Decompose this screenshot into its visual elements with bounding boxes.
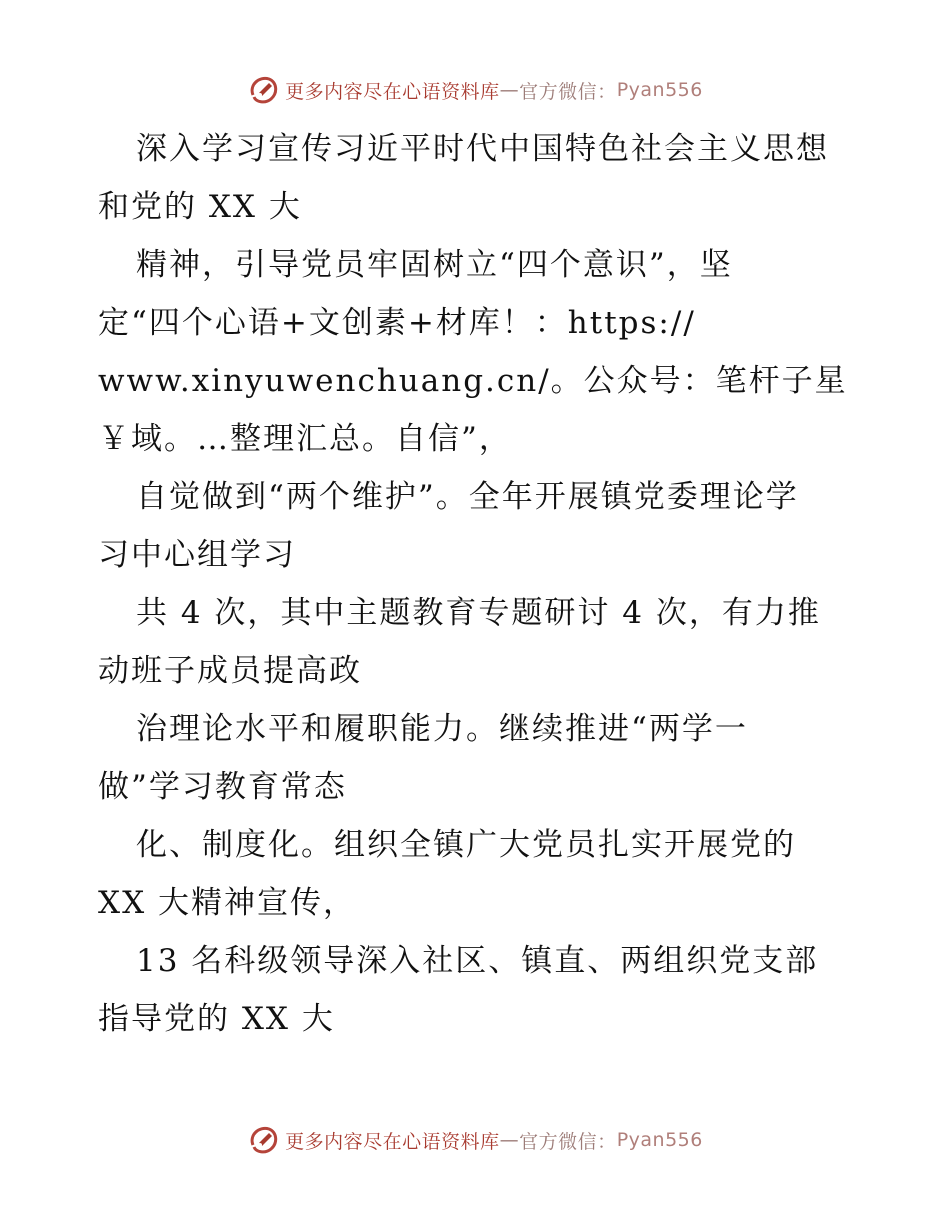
body-line: 动班子成员提高政 [98,653,362,689]
watermark-wechat-id: Pyan556 [616,79,703,101]
body-line: 深入学习宣传习近平时代中国特色社会主义思想 [136,131,829,167]
body-line: www.xinyuwenchuang.cn/。公众号：笔杆子星 [98,363,848,399]
watermark-contact-label: 官方微信： [519,80,617,103]
body-line: 精神，引导党员牢固树立“四个意识”，坚 [136,247,733,283]
body-line: 13 名科级领导深入社区、镇直、两组织党支部 [136,943,819,979]
watermark-separator: — [499,1129,520,1151]
body-line: 化、制度化。组织全镇广大党员扎实开展党的 [136,827,796,863]
body-line: XX 大精神宣传， [98,885,356,921]
watermark-contact-label: 官方微信： [519,1130,617,1153]
pen-nib-swirl-icon [247,1123,281,1157]
watermark-brand: 更多内容尽在心语资料库 [285,1130,500,1153]
watermark-wechat-id: Pyan556 [616,1129,703,1151]
body-line: 做”学习教育常态 [98,769,347,805]
body-line: 习中心组学习 [98,537,296,573]
body-line: 指导党的 XX 大 [98,1001,335,1037]
body-line: ￥域。…整理汇总。自信”， [98,421,512,457]
footer-watermark [0,1120,950,1160]
header-watermark [0,70,950,110]
watermark-brand: 更多内容尽在心语资料库 [285,80,500,103]
watermark-separator: — [499,79,520,101]
body-line: 治理论水平和履职能力。继续推进“两学一 [136,711,748,747]
body-line: 定“四个心语+文创素+材库！：https:// [98,305,696,341]
body-line: 和党的 XX 大 [98,189,302,225]
body-line: 自觉做到“两个维护”。全年开展镇党委理论学 [136,479,799,515]
body-line: 共 4 次，其中主题教育专题研讨 4 次，有力推 [136,595,821,631]
pen-nib-swirl-icon [247,73,281,107]
document-body [98,120,878,1048]
